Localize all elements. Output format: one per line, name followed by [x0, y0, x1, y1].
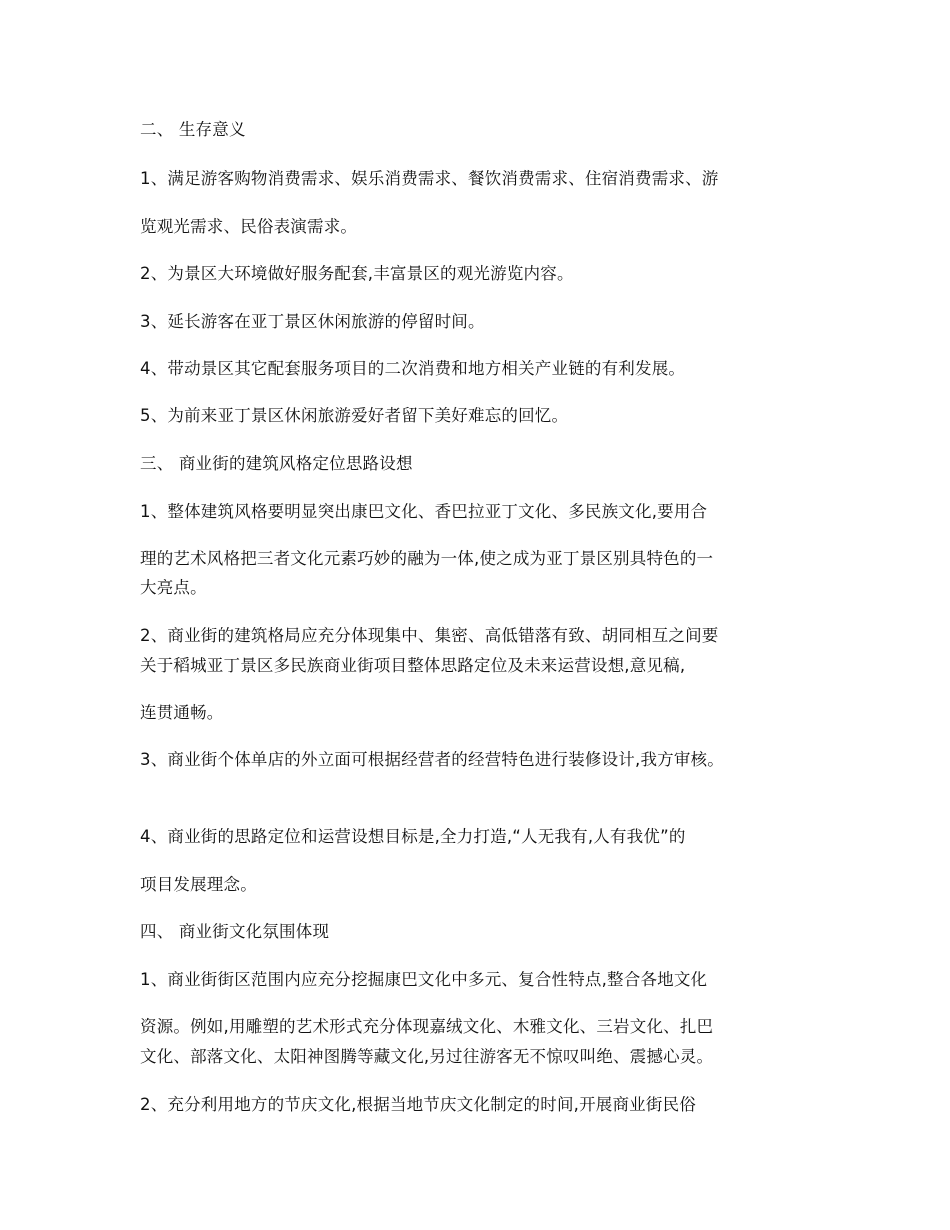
paragraph-line: 5、为前来亚丁景区休闲旅游爱好者留下美好难忘的回忆。 — [140, 406, 569, 425]
page-header-title: 关于稻城亚丁景区多民族商业街项目整体思路定位及未来运营设想,意见稿, — [140, 656, 686, 675]
paragraph-line: 1、整体建筑风格要明显突出康巴文化、香巴拉亚丁文化、多民族文化,要用合 — [140, 502, 708, 521]
paragraph-line: 理的艺术风格把三者文化元素巧妙的融为一体,使之成为亚丁景区别具特色的一 — [140, 549, 714, 568]
heading-section-3: 三、 商业街的建筑风格定位思路设想 — [140, 454, 413, 473]
paragraph-line: 连贯通畅。 — [140, 703, 224, 722]
paragraph-line: 大亮点。 — [140, 578, 207, 597]
heading-section-4: 四、 商业街文化氛围体现 — [140, 922, 330, 941]
paragraph-line: 3、延长游客在亚丁景区休闲旅游的停留时间。 — [140, 312, 485, 331]
paragraph-line: 1、商业街街区范围内应充分挖掘康巴文化中多元、复合性特点,整合各地文化 — [140, 970, 708, 989]
paragraph-line: 2、为景区大环境做好服务配套,丰富景区的观光游览内容。 — [140, 264, 574, 283]
paragraph-line: 2、充分利用地方的节庆文化,根据当地节庆文化制定的时间,开展商业街民俗 — [140, 1095, 696, 1114]
paragraph-line: 4、商业街的思路定位和运营设想目标是,全力打造,“人无我有,人有我优”的 — [140, 827, 686, 846]
paragraph-line: 4、带动景区其它配套服务项目的二次消费和地方相关产业链的有利发展。 — [140, 359, 686, 378]
paragraph-line: 文化、部落文化、太阳神图腾等藏文化,另过往游客无不惊叹叫绝、震撼心灵。 — [140, 1047, 714, 1066]
paragraph-line: 览观光需求、民俗表演需求。 — [140, 217, 358, 236]
heading-section-2: 二、 生存意义 — [140, 120, 246, 139]
paragraph-line: 3、商业街个体单店的外立面可根据经营者的经营特色进行装修设计,我方审核。 — [140, 750, 724, 769]
paragraph-line: 1、满足游客购物消费需求、娱乐消费需求、餐饮消费需求、住宿消费需求、游 — [140, 169, 719, 188]
paragraph-line: 项目发展理念。 — [140, 875, 257, 894]
paragraph-line: 2、商业街的建筑格局应充分体现集中、集密、高低错落有致、胡同相互之间要 — [140, 626, 719, 645]
paragraph-line: 资源。例如,用雕塑的艺术形式充分体现嘉绒文化、木雅文化、三岩文化、扎巴 — [140, 1017, 714, 1036]
